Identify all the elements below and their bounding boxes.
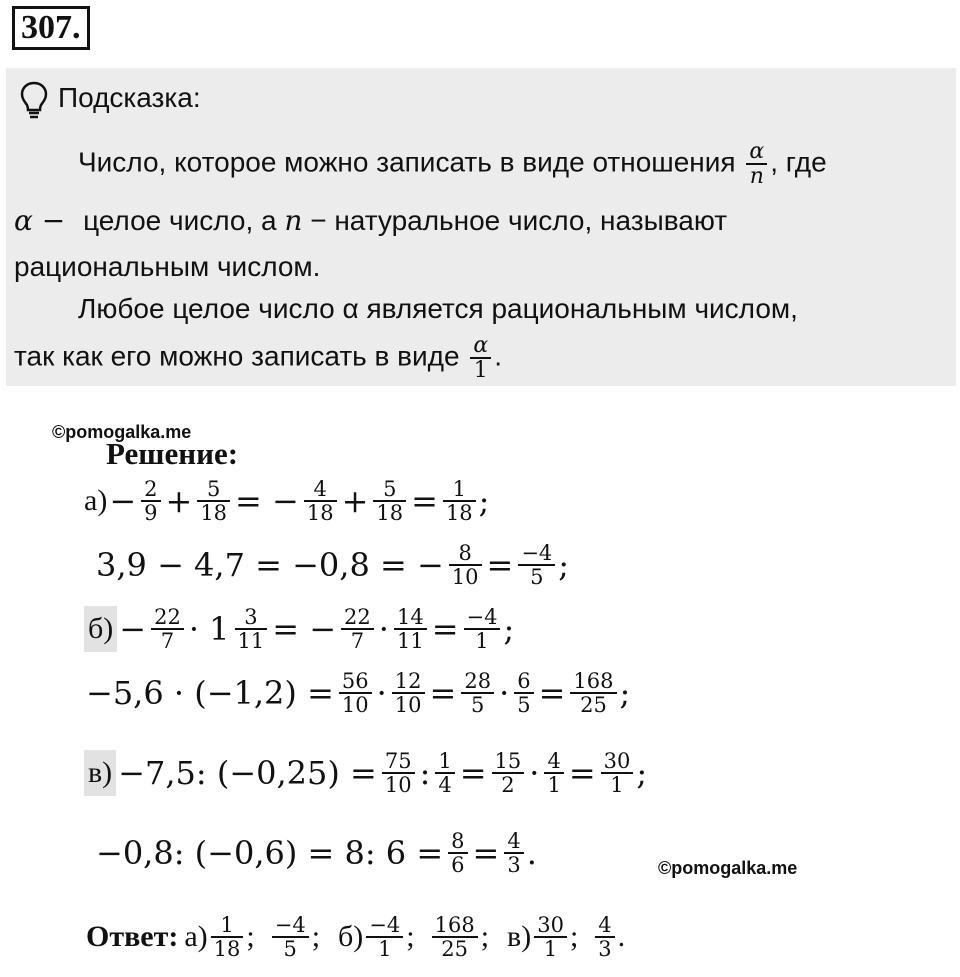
fraction: $\frac{56}{10}$	[339, 670, 372, 716]
math-text: ;	[478, 482, 490, 521]
math-text: −5,6 · (−1,2) =	[86, 674, 334, 713]
fraction: $\frac{1}{18}$	[443, 478, 476, 524]
math-text: −	[119, 610, 147, 649]
solution-line-c1	[84, 750, 647, 796]
fraction: $\frac{2}{9}$	[141, 478, 160, 524]
fraction: $\frac{4}{3}$	[595, 914, 614, 960]
fraction: $\frac{4}{1}$	[544, 750, 563, 796]
fraction: $\frac{-4}{5}$	[272, 914, 309, 960]
math-text: −	[109, 482, 137, 521]
task-number: 307.	[12, 6, 90, 50]
math-text: ;	[619, 674, 631, 713]
fraction: $\frac{5}{18}$	[373, 478, 406, 524]
math-text: 3,9 − 4,7 = −0,8 = −	[96, 546, 444, 585]
math-text: −7,5: (−0,25) =	[118, 754, 377, 793]
solution-line-a2	[94, 542, 569, 588]
fraction: $\frac{75}{10}$	[382, 750, 415, 796]
math-text: ;	[558, 546, 570, 585]
watermark-top: ©pomogalka.me	[52, 422, 192, 442]
math-text: :	[419, 754, 431, 793]
fraction: $\frac{1}{18}$	[211, 914, 244, 960]
math-text: =	[459, 754, 487, 793]
math-text: ;	[636, 754, 648, 793]
hint-title: Подсказка:	[58, 82, 201, 113]
fraction: $\frac{168}{25}$	[570, 670, 616, 716]
hint-text-1: Число, которое можно записать в виде отношения	[78, 146, 736, 178]
math-text: =	[472, 834, 500, 873]
item-label-a: а)	[84, 484, 108, 518]
fraction: $\frac{5}{18}$	[197, 478, 230, 524]
fraction: $\frac{4}{18}$	[304, 478, 337, 524]
solution-title: Решение:	[106, 436, 239, 471]
solution-line-c2	[94, 830, 537, 876]
math-text: .	[526, 834, 537, 873]
separator: .	[617, 920, 626, 954]
math-text: ;	[503, 610, 515, 649]
fraction: $\frac{6}{5}$	[514, 670, 533, 716]
separator: ;	[569, 920, 579, 954]
var-alpha: α −	[14, 204, 66, 237]
separator: ;	[311, 920, 321, 954]
answer-label-b: б)	[338, 920, 364, 954]
math-text: =	[486, 546, 514, 585]
fraction: $\frac{-4}{1}$	[464, 606, 501, 652]
math-text: =	[429, 674, 457, 713]
math-text: ·	[529, 754, 540, 793]
hint-line-3: рациональным числом.	[14, 251, 321, 282]
math-text: · 1	[188, 610, 230, 649]
separator: ;	[406, 920, 415, 954]
answer-label-c: в)	[507, 920, 532, 954]
fraction: $\frac{22}{7}$	[341, 606, 374, 652]
fraction: $\frac{15}{2}$	[492, 750, 525, 796]
hint-text-5: так как его можно записать в виде	[14, 340, 460, 372]
math-text: +	[165, 482, 193, 521]
item-label-b: б)	[84, 606, 117, 652]
fraction: $\frac{28}{5}$	[461, 670, 494, 716]
fraction: $\frac{1}{4}$	[435, 750, 454, 796]
fraction: $\frac{8}{10}$	[449, 542, 482, 588]
math-text: ·	[499, 674, 510, 713]
period: .	[494, 340, 503, 372]
fraction: $\frac{8}{6}$	[448, 830, 467, 876]
math-text: =	[411, 482, 438, 521]
hint-line-2	[14, 204, 727, 238]
answer-title: Ответ:	[86, 920, 179, 954]
math-text: +	[341, 482, 369, 521]
math-text: =	[538, 674, 566, 713]
math-text: = −	[235, 482, 299, 521]
math-text: ·	[378, 610, 389, 649]
fraction: $\frac{-4}{5}$	[518, 542, 555, 588]
hint-text-1b: , где	[770, 146, 827, 178]
hint-text-2a: целое число, а	[83, 205, 277, 236]
math-text: = −	[272, 610, 337, 649]
fraction: $\frac{22}{7}$	[151, 606, 184, 652]
math-text: =	[431, 610, 459, 649]
solution-line-b2	[84, 670, 630, 716]
math-text: ·	[376, 674, 387, 713]
math-text: −0,8: (−0,6) = 8: 6 =	[96, 834, 444, 873]
fraction: $\frac{12}{10}$	[392, 670, 425, 716]
answer-label-a: а)	[184, 920, 208, 954]
fraction: $\frac{168}{25}$	[432, 914, 478, 960]
fraction: $\frac{3}{11}$	[235, 606, 268, 652]
hint-text-2b: − натуральное число, называют	[310, 205, 728, 236]
separator: ;	[246, 920, 255, 954]
fraction: $\frac{\alpha}{n}$	[746, 140, 767, 188]
fraction: $\frac{30}{1}$	[534, 914, 567, 960]
lightbulb-icon	[18, 80, 50, 124]
math-text: =	[568, 754, 596, 793]
fraction: $\frac{14}{11}$	[394, 606, 427, 652]
fraction: $\frac{30}{1}$	[601, 750, 634, 796]
fraction: $\frac{-4}{1}$	[366, 914, 403, 960]
watermark-mid: ©pomogalka.me	[658, 858, 798, 878]
separator: ;	[480, 920, 490, 954]
fraction: $\frac{4}{3}$	[504, 830, 523, 876]
hint-line-4: Любое целое число α является рациональным числом,	[78, 293, 798, 324]
solution-line-a1	[84, 478, 489, 524]
solution-line-b1	[84, 606, 514, 652]
item-label-c: в)	[84, 750, 116, 796]
answer-line	[86, 914, 625, 960]
hint-line-5	[14, 334, 502, 382]
var-n: n	[284, 204, 303, 237]
fraction: $\frac{\alpha}{1}$	[470, 334, 491, 382]
hint-paragraph-1	[78, 140, 827, 188]
